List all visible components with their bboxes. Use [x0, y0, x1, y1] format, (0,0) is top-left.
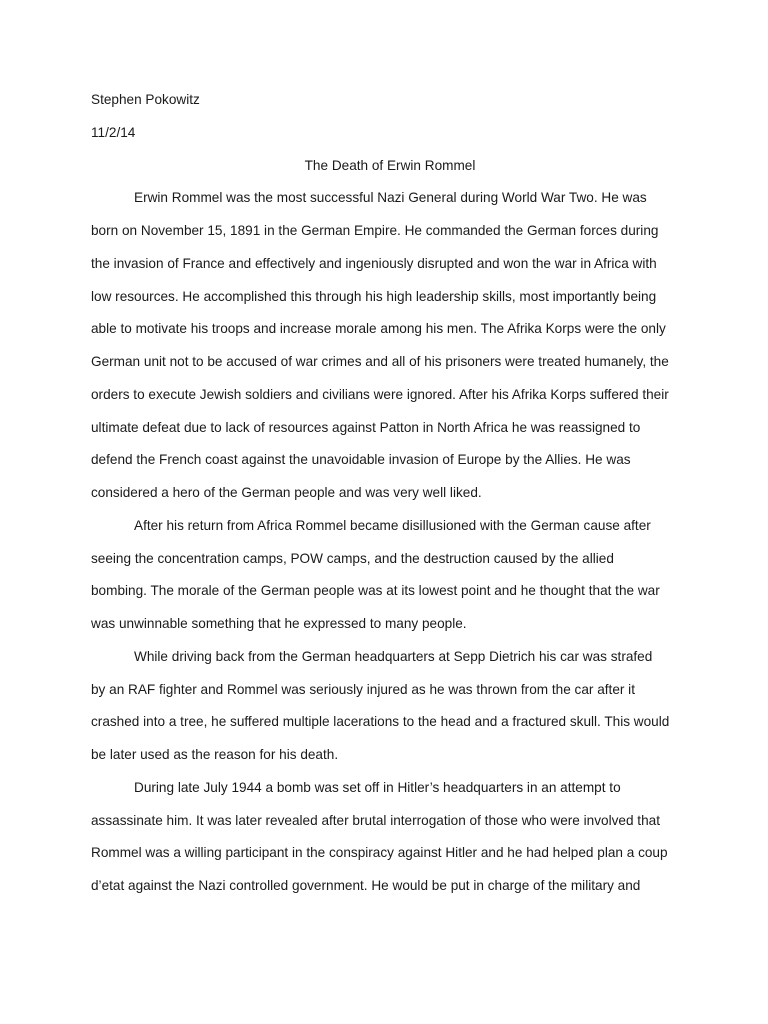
paragraph-line: considered a hero of the German people and was very well liked. [91, 485, 482, 500]
paragraph-4 [91, 772, 689, 903]
paragraph-line: During late July 1944 a bomb was set off in Hitler’s headquarters in an attempt to [134, 779, 621, 795]
paragraph-line: be later used as the reason for his death. [91, 747, 339, 762]
paragraph-line: After his return from Africa Rommel became disillusioned with the German cause after [134, 517, 651, 533]
paragraph-line: born on November 15, 1891 in the German Empire. He commanded the German forces during [91, 223, 659, 238]
document-title: The Death of Erwin Rommel [304, 157, 476, 173]
paragraph-line: d’etat against the Nazi controlled government. He would be put in charge of the military and [91, 878, 641, 893]
paragraph-3 [91, 641, 689, 772]
paragraph-line: seeing the concentration camps, POW camps, and the destruction caused by the allied [91, 550, 614, 566]
paragraph-line: German unit not to be accused of war crimes and all of his prisoners were treated humanely, the [91, 354, 669, 369]
paragraph-line: by an RAF fighter and Rommel was seriously injured as he was thrown from the car after it [91, 681, 635, 697]
paragraph-1 [91, 182, 689, 510]
paragraph-line: ultimate defeat due to lack of resources against Patton in North Africa he was reassigned to [91, 419, 641, 435]
paragraph-line: defend the French coast against the unavoidable invasion of Europe by the Allies. He was [91, 452, 631, 468]
paragraph-line: bombing. The morale of the German people was at its lowest point and he thought that the war [91, 583, 660, 599]
paragraph-2 [91, 510, 689, 641]
paragraph-line: Erwin Rommel was the most successful Nazi General during World War Two. He was [134, 190, 647, 206]
document-body [91, 84, 689, 903]
paragraph-line: Rommel was a willing participant in the conspiracy against Hitler and he had helped plan a coup [91, 845, 668, 861]
paragraph-line: able to motivate his troops and increase morale among his men. The Afrika Korps were the only [91, 321, 666, 337]
document-date: 11/2/14 [91, 124, 136, 140]
paragraph-line: was unwinnable something that he expressed to many people. [91, 616, 467, 631]
paragraph-line: crashed into a tree, he suffered multiple lacerations to the head and a fractured skull. This would [91, 714, 670, 730]
paragraph-line: the invasion of France and effectively and ingeniously disrupted and won the war in Africa with [91, 255, 657, 271]
paragraph-line: orders to execute Jewish soldiers and civilians were ignored. After his Afrika Korps suffered their [91, 386, 669, 402]
paragraph-line: assassinate him. It was later revealed after brutal interrogation of those who were involved that [91, 812, 660, 828]
paragraph-line: While driving back from the German headquarters at Sepp Dietrich his car was strafed [134, 648, 653, 664]
paragraph-line: low resources. He accomplished this through his high leadership skills, most importantly being [91, 288, 657, 304]
author-name: Stephen Pokowitz [91, 92, 200, 107]
